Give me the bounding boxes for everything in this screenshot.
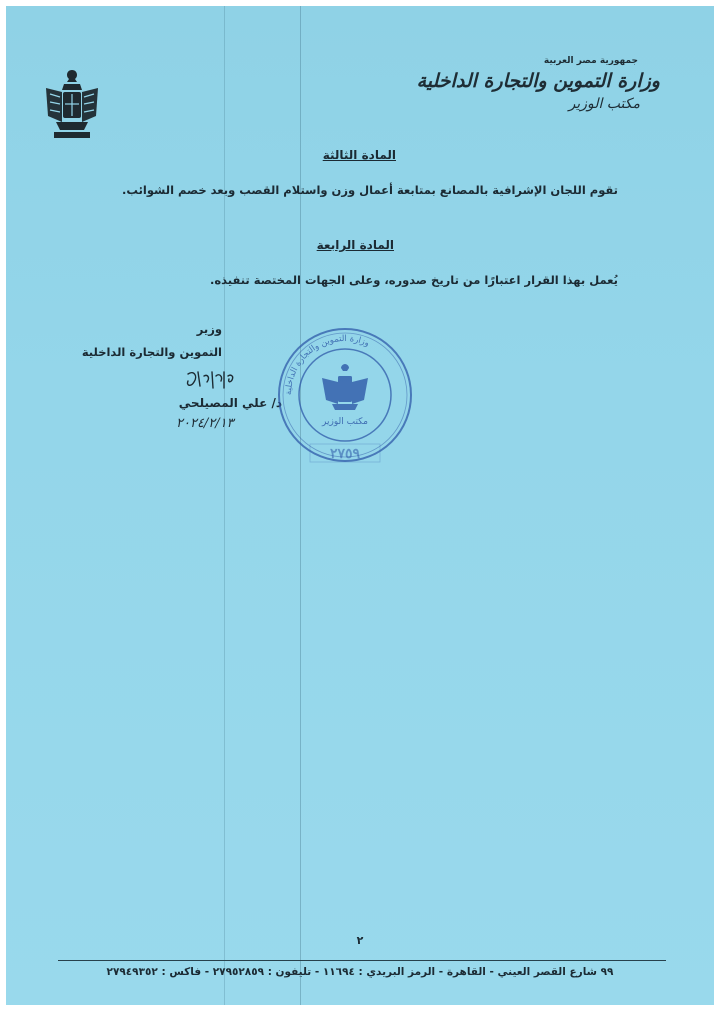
official-stamp-icon	[270, 320, 420, 470]
signatory-name: د/ علي المصيلحي	[178, 396, 282, 410]
stamp-ring-text: وزارة التموين والتجارة الداخلية	[283, 333, 371, 396]
office-name: مكتب الوزير	[568, 96, 640, 112]
fold-line	[224, 6, 225, 1005]
egypt-eagle-emblem-icon	[42, 64, 102, 144]
signature-title-line: التموين والتجارة الداخلية	[81, 345, 222, 359]
document-page	[6, 6, 714, 1005]
article-heading: المادة الرابعة	[316, 238, 394, 252]
letterhead	[416, 56, 660, 112]
signature-title	[82, 318, 222, 364]
article-text: تقوم اللجان الإشرافية بالمصانع بمتابعة أعمال وزن واستلام القصب وبعد خصم الشوائب.	[122, 183, 618, 197]
article-text: يُعمل بهذا القرار اعتبارًا من تاريخ صدوره، وعلى الجهات المختصة تنفيذه.	[209, 273, 618, 287]
stamp-center-text: مكتب الوزير	[322, 417, 368, 427]
handwritten-signature	[180, 366, 250, 396]
footer-address: ٩٩ شارع القصر العيني - القاهرة - الرمز البريدي : ١١٦٩٤ - تليفون : ٢٧٩٥٢٨٥٩ - فاكس : ٢٧٩٤٩٣٥٢	[106, 966, 614, 978]
signature-date: ٢٠٢٤/٢/١٣	[176, 416, 234, 431]
ministry-name: وزارة التموين والتجارة الداخلية	[416, 70, 660, 92]
signature-title-line: وزير	[196, 322, 222, 336]
stamp-number: ٢٧٥٩	[329, 446, 361, 462]
footer-divider	[58, 960, 666, 961]
republic-name: جمهورية مصر العربية	[543, 56, 638, 66]
page-number: ٢	[356, 934, 364, 947]
article-heading: المادة الثالثة	[322, 148, 396, 162]
fold-line	[300, 6, 301, 1005]
